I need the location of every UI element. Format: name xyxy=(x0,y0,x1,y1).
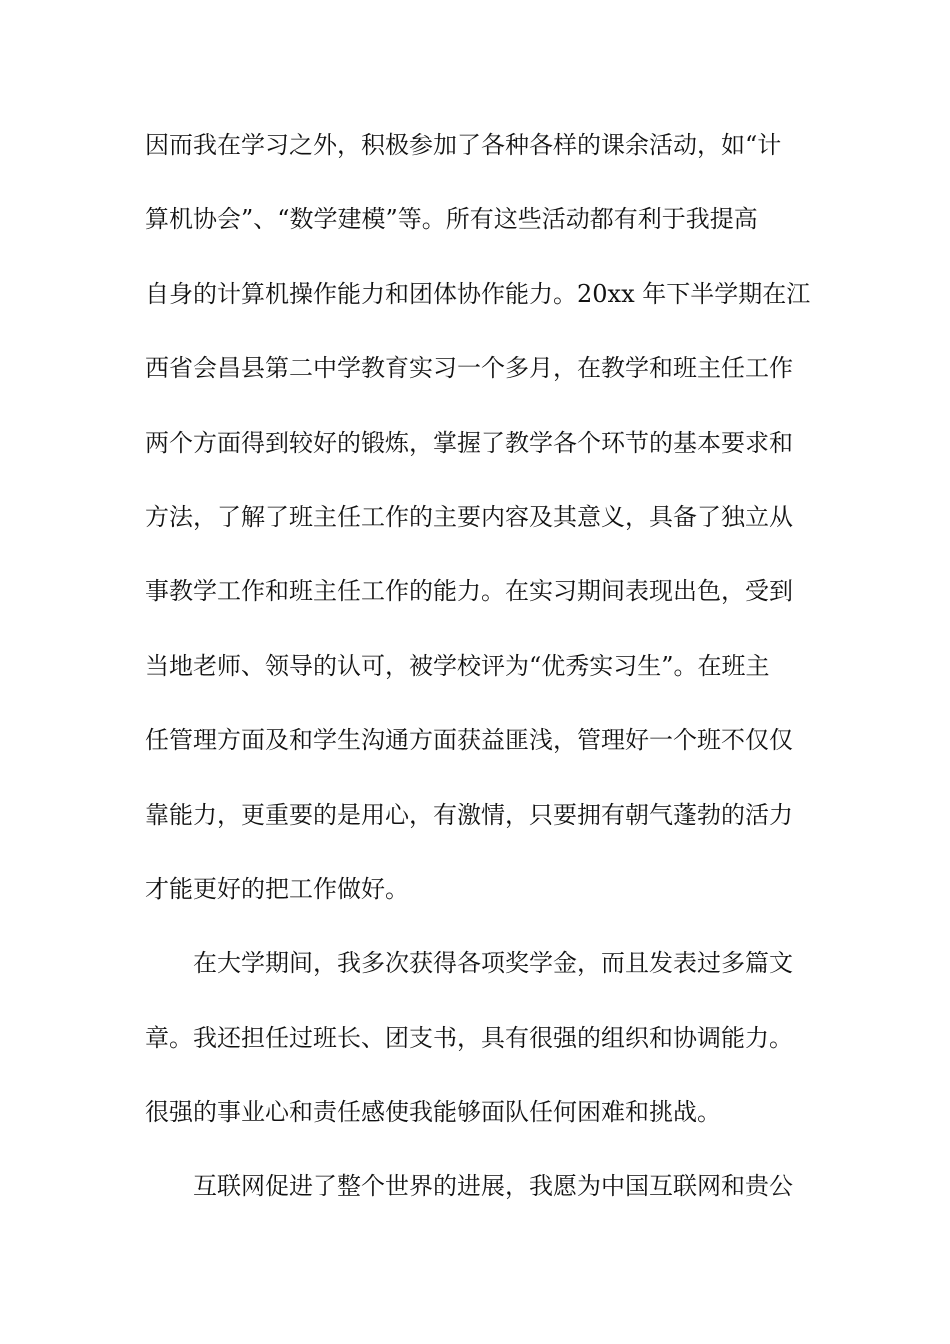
text-line: 西省会昌县第二中学教育实习一个多月，在教学和班主任工作 xyxy=(145,354,793,383)
text-line: 章。我还担任过班长、团支书，具有很强的组织和协调能力。 xyxy=(145,1023,793,1052)
text-line: 任管理方面及和学生沟通方面获益匪浅，管理好一个班不仅仅 xyxy=(145,726,793,755)
text-line: 方法，了解了班主任工作的主要内容及其意义，具备了独立从 xyxy=(145,502,793,531)
text-line: 算机协会”、“数学建模”等。所有这些活动都有利于我提高 xyxy=(145,205,758,234)
text-line: 才能更好的把工作做好。 xyxy=(145,874,409,903)
text-line: 两个方面得到较好的锻炼，掌握了教学各个环节的基本要求和 xyxy=(145,428,793,457)
text-line: 在大学期间，我多次获得各项奖学金，而且发表过多篇文 xyxy=(145,949,793,978)
text-line: 靠能力，更重要的是用心，有激情，只要拥有朝气蓬勃的活力 xyxy=(145,800,793,829)
text-line: 事教学工作和班主任工作的能力。在实习期间表现出色，受到 xyxy=(145,577,793,606)
text-line: 自身的计算机操作能力和团体协作能力。20xx 年下半学期在江 xyxy=(145,279,811,308)
text-line: 因而我在学习之外，积极参加了各种各样的课余活动，如“计 xyxy=(145,131,782,159)
text-line: 当地老师、领导的认可，被学校评为“优秀实习生”。在班主 xyxy=(145,651,770,680)
text-line: 很强的事业心和责任感使我能够面队任何困难和挑战。 xyxy=(145,1098,721,1127)
text-line: 互联网促进了整个世界的进展，我愿为中国互联网和贵公 xyxy=(145,1172,793,1201)
body-text xyxy=(145,127,815,1243)
